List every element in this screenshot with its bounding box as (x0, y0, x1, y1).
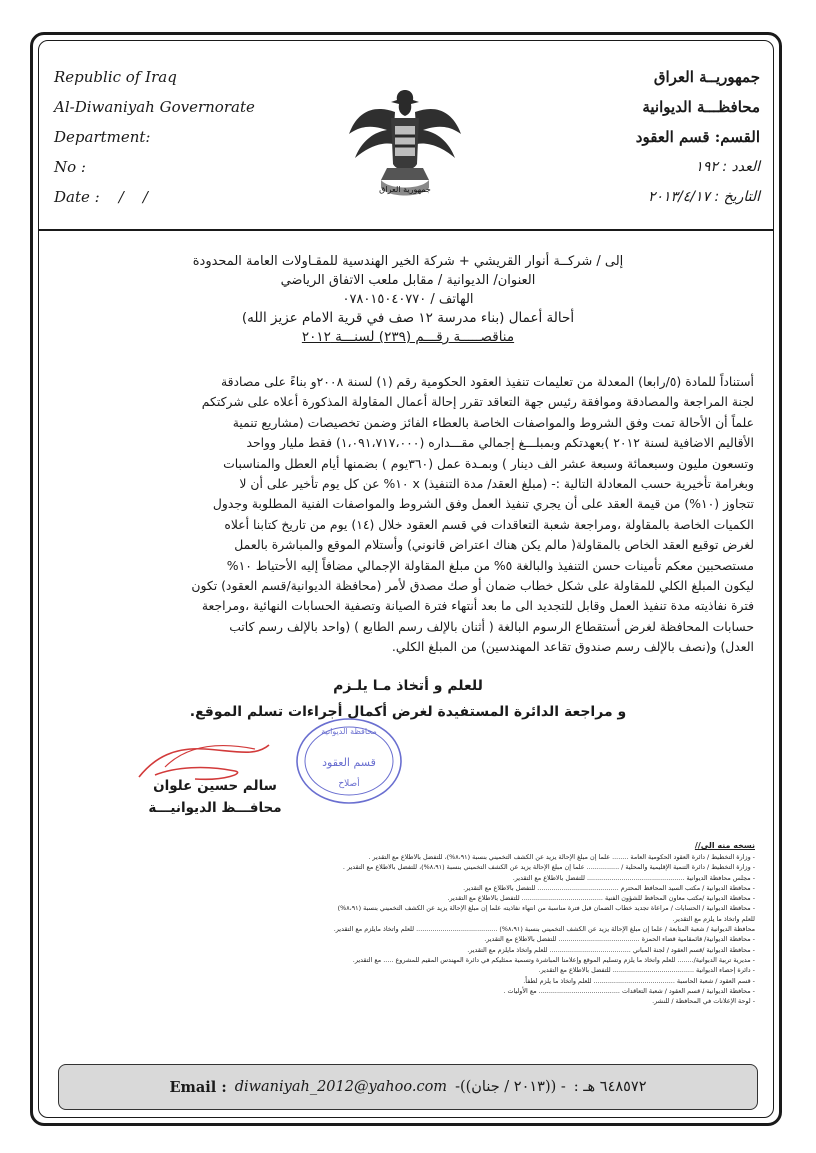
iraq-eagle-emblem (343, 72, 468, 207)
copies-distribution-list (60, 840, 755, 1006)
eagle-icon (343, 72, 468, 207)
header-ar-governorate: محافظـــة الديوانية (642, 98, 760, 116)
header-divider (38, 229, 774, 231)
header-ar-country: جمهوريــة العراق (653, 68, 760, 86)
body-paragraph (64, 372, 754, 658)
copies-heading: نسخه منه الى// (694, 841, 755, 850)
address-line: العنوان/ الديوانية / مقابل ملعب الاتفاق الرياضي (280, 273, 536, 288)
footer-number: ٦٤٨٥٧٢ هـ : (573, 1079, 647, 1095)
header-en-governorate: Al-Diwaniyah Governorate (54, 98, 255, 116)
stamp-center-text: قسم العقود (322, 756, 376, 769)
stamp-bottom-text: أصلاح (338, 779, 360, 789)
header-ar-department: القسم: قسم العقود (635, 128, 760, 146)
body-line: ليكون المبلغ الكلي للمقاولة على شكل خطاب ضمان أو صك مصدق لأمر (محافظة الديوانية/قسم العقود) تكون (191, 578, 754, 594)
copies-item: - محافظة الديوانية / مكتب السيد المحافظ المحترم ........................................ للتفضل بالاطلاع مع التقدير. (463, 883, 755, 892)
copies-item: - مجلس محافظة الديوانية ................................................ للتفضل بالاطلاع مع التقدير. (512, 873, 755, 882)
signatory-title: محافـــظ الديوانيـــة (148, 800, 282, 816)
subject-line: أحالة أعمال (بناء مدرسة ١٢ صف في قرية الامام عزيز الله) (241, 310, 575, 326)
closing-line-1: للعلم و أتخاذ مـا يلـزم (333, 678, 483, 694)
copies-item: - محافظة الديوانية / الحسابات / مراعاة تجديد خطاب الضمان قبل فترة مناسبة من انتهاء نفاذيته علما إن مبلغ الإحالة يزيد عن الكشف التخميني بنسبة (٨،٩١%) (337, 904, 755, 913)
recipient-line: إلى / شركــة أنوار القريشي + شركة الخير الهندسية للمقـاولات العامة المحدودة (192, 254, 624, 269)
body-line: تتجاوز (١٠%) من قيمة العقد على أن يجري تنفيذ العمل وفق الشروط والمواصفات الفنية المطلوبة وجدول (212, 496, 754, 512)
footer-email-label: Email : (169, 1078, 227, 1096)
header-en-number: No : (54, 158, 86, 176)
copies-item: - قسم العقود / شعبة الحاسبة ........................................ للعلم واتخاذ ما يلزم لطفاً. (523, 976, 755, 985)
signatory-name: سالم حسين علوان (153, 778, 277, 794)
header-en-department: Department: (54, 128, 151, 146)
header-ar-date: التاريخ : ٢٠١٣/٤/١٧ (647, 189, 760, 205)
copies-item: - مديرية تربية الديوانية/........ للعلم واتخاذ ما يلزم وتسليم الموقع وإعلامنا المباشرة وتسمية ممثليكم في دائرة المهندس المقيم للمشروع ..... مع التقدير. (352, 955, 755, 964)
body-line: علماً أن الأحالة تمت وفق الشروط والمواصفات الخاصة بالعطاء الفائز وضمن تخصيصات (مشاريع تنمية (232, 414, 754, 430)
copies-item: - دائرة إحصاء الديوانية ........................................ للتفضل بالاطلاع مع التقدير. (538, 966, 755, 975)
body-line: الكميات الخاصة بالمقاولة ،ومراجعة شعبة التعاقدات في قسم العقود خلال (١٤) يوم من تاريخ كتابنا أعلاه (224, 516, 754, 532)
stamp-seal-icon (294, 716, 404, 806)
address-block (58, 252, 758, 347)
copies-item: محافظة الديوانية / شعبة المتابعة / علما إن مبلغ الإحالة يزيد عن الكشف التخميني بنسبة (٨،٩١%) ........................................ للعلم واتخاذ مايلزم مع التقدير. (333, 925, 755, 934)
body-line: وبغرامة تأخيرية حسب المعادلة التالية :- (مبلغ العقد/ مدة التنفيذ) x ١٠% عن كل يوم تأخير على أن لا (239, 476, 754, 492)
tender-line: مناقصـــــة رقـــم (٢٣٩) لسنـــة ٢٠١٢ (301, 329, 515, 345)
body-line: لغرض توقيع العقد الخاص بالمقاولة( مالم يكن هناك اعتراض قانوني) وأستلام الموقع والمباشرة بالعمل (234, 537, 754, 553)
signature-block (135, 775, 295, 819)
copies-item: - وزارة التخطيط / دائرة العقود الحكومية العامة ........ علما إن مبلغ الإحالة يزيد عن الكشف التخميني بنسبة (٨،٩١%)، للتفضل بالاطلاع مع التقدير . (368, 853, 755, 861)
footer-bar (58, 1064, 758, 1110)
body-line: وتسعون مليون وسبعمائة وسبعة عشر الف دينار ) وبمـدة عمل (٣٦٠يوم ) بضمنها أيام العطل والمناسبات (223, 455, 754, 471)
body-line: الأقاليم الاضافية لسنة ٢٠١٢ )بعهدتكم وبمبلـــغ إجمالي مقـــداره (١،٠٩١،٧١٧،٠٠٠) فقط مليار وواحد (246, 435, 754, 451)
body-line: فترة نفاذيته مدة تنفيذ العمل وقابل للتجديد الى ما بعد أنتهاء فترة الصيانة وتصفية الحسابات النهائية ،ومراجعة (201, 598, 754, 614)
footer-separator: - ((٢٠١٣ / جنان))- (455, 1079, 566, 1095)
copies-item: - وزارة التخطيط / دائرة التنمية الإقليمية والمحلية / ................ علما إن مبلغ الإحالة يزيد عن الكشف التخميني بنسبة (٨،٩١%)، للتفضل بالاطلاع مع التقدير . (342, 863, 755, 872)
copies-item: للعلم واتخاذ ما يلزم مع التقدير. (672, 914, 755, 923)
stamp-outer-text: محافظة الديوانية (321, 727, 377, 736)
footer-email-link[interactable]: diwaniyah_2012@yahoo.com (234, 1079, 448, 1095)
copies-item: - محافظة الديوانية / قسم العقود / شعبة التعاقدات ........................................ مع الأوليات . (503, 986, 755, 995)
body-line: حسابات المحافظة لغرض أستقطاع الرسوم البالغة ( أثنان بالإلف رسم الطابع ) (واحد بالإلف رسم كاتب (229, 618, 754, 634)
emblem-caption: جمهورية العراق (379, 185, 431, 194)
official-stamp (294, 716, 404, 810)
body-line: مستصحبين معكم تأمينات حسن التنفيذ والبالغة ٥% من مبلغ المقاولة الإجمالي مضافاً إليه الأحتياط ١٠% (226, 557, 754, 573)
header-arabic-block (636, 62, 760, 212)
copies-item: - محافظة الديوانية /مكتب معاون المحافظ للشؤون الفنية ........................................ للتفضل بالاطلاع مع التقدير. (447, 894, 755, 903)
closing-line-2: و مراجعة الدائرة المستفيدة لغرض أكمال أجراءات تسلم الموقع. (189, 704, 627, 720)
copies-item: - لوحة الإعلانات في المحافظة / للنشر. (652, 997, 755, 1006)
header-en-country: Republic of Iraq (54, 68, 177, 86)
phone-line: الهاتف / ٠٧٨٠١٥٠٤٠٧٧٠ (342, 292, 474, 307)
body-line: لجنة المراجعة والمصادقة وموافقة رئيس جهة التعاقد تقرر إحالة أعمال المقاولة المذكورة أعلاه على شركتكم (201, 394, 754, 410)
header-english-block (54, 62, 255, 212)
header-ar-number: العدد : ١٩٢ (695, 159, 760, 175)
body-line: أستناداً للمادة (٥/رابعا) المعدلة من تعليمات تنفيذ العقود الحكومية رقم (١) لسنة ٢٠٠٨و بناءً على مصادقة (220, 374, 754, 389)
copies-item: - محافظة الديوانية/ قائمقامية قضاء الحمزة ........................................ للتفضل بالاطلاع مع التقدير. (484, 935, 755, 944)
header-en-date: Date : / / (54, 188, 148, 206)
body-line: العدل) و(نصف بالإلف رسم صندوق تقاعد المهندسين) من المبلغ الكلي. (391, 639, 754, 655)
copies-item: - محافظة الديوانية /قسم العقود / لجنة المباني ........................................ للعلم واتخاذ مايلزم مع التقدير. (467, 945, 755, 954)
